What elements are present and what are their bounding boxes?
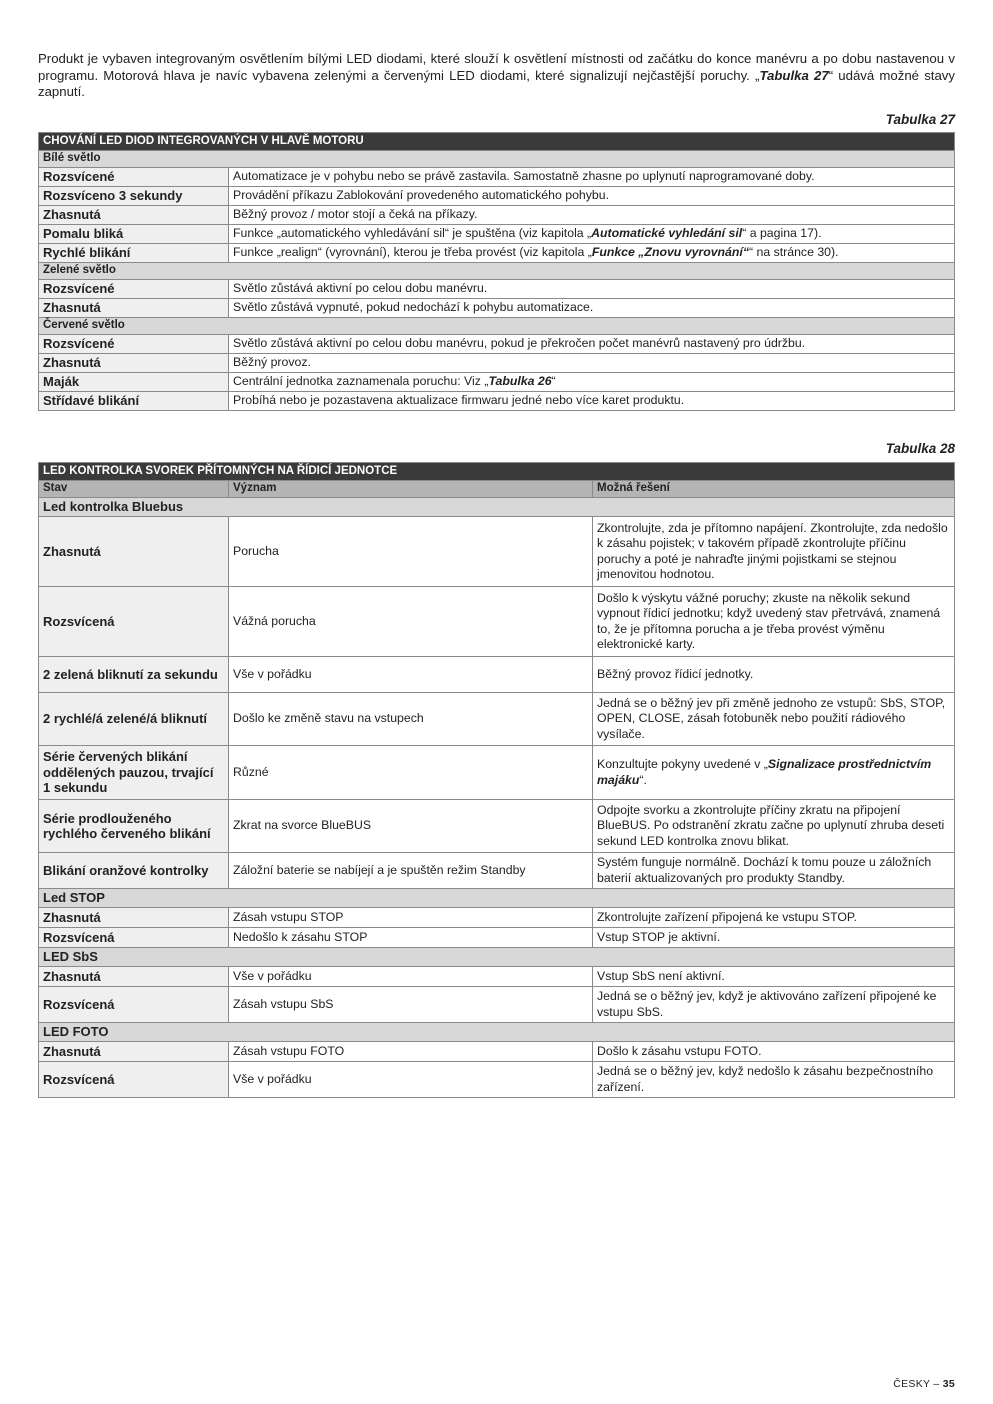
- chapter-ref: Automatické vyhledání sil: [591, 226, 743, 241]
- table28-title: LED KONTROLKA SVOREK PŘÍTOMNÝCH NA ŘÍDICÍ JEDNOTCE: [39, 463, 955, 481]
- row-stav: Zhasnutá: [39, 967, 229, 987]
- page-number: 35: [942, 1378, 955, 1390]
- table-row: [39, 908, 955, 928]
- table-row: [39, 853, 955, 889]
- chapter-ref: Signalizace prostřednictvím majáku: [597, 757, 932, 787]
- row-label: Maják: [39, 373, 229, 392]
- table-row: [39, 800, 955, 853]
- column-header-stav: Stav: [39, 481, 229, 498]
- table-row: [39, 168, 955, 187]
- row-label: Zhasnutá: [39, 354, 229, 373]
- table-row: [39, 206, 955, 225]
- row-label: Rozsvícené: [39, 280, 229, 299]
- row-text: Centrální jednotka zaznamenala poruchu: Viz „Tabulka 26“: [229, 373, 955, 392]
- intro-table-ref: Tabulka 27: [759, 67, 829, 83]
- row-text: Běžný provoz / motor stojí a čeká na příkazy.: [229, 206, 955, 225]
- section-led-foto: LED FOTO: [39, 1023, 955, 1042]
- column-header-reseni: Možná řešení: [593, 481, 955, 498]
- row-reseni: Systém funguje normálně. Dochází k tomu pouze u záložních baterií aktualizovaných pro produkty Standby.: [593, 853, 955, 889]
- table-row: [39, 373, 955, 392]
- table27-title: CHOVÁNÍ LED DIOD INTEGROVANÝCH V HLAVĚ MOTORU: [39, 133, 955, 151]
- row-label: Rychlé blikání: [39, 244, 229, 263]
- chapter-ref: Funkce „Znovu vyrovnání“: [591, 245, 749, 260]
- section-green-light: Zelené světlo: [39, 263, 955, 280]
- row-vyznam: Záložní baterie se nabíjejí a je spuštěn režim Standby: [229, 853, 593, 889]
- table-row: [39, 517, 955, 587]
- table-row: [39, 987, 955, 1023]
- row-text: Funkce „realign“ (vyrovnání), kterou je třeba provést (viz kapitola „Funkce „Znovu vyrovnání““ na stránce 30).: [229, 244, 955, 263]
- table-ref: Tabulka 26: [488, 374, 552, 389]
- table-row: [39, 244, 955, 263]
- row-reseni: Odpojte svorku a zkontrolujte příčiny zkratu na připojení BlueBUS. Po odstranění zkratu začne po uplynutí zhruba deseti sekund LED kontrolka znovu blikat.: [593, 800, 955, 853]
- table-row: [39, 1062, 955, 1098]
- table-row: [39, 354, 955, 373]
- row-vyznam: Došlo ke změně stavu na vstupech: [229, 693, 593, 746]
- row-label: Zhasnutá: [39, 206, 229, 225]
- row-reseni: Vstup STOP je aktivní.: [593, 928, 955, 948]
- row-vyznam: Nedošlo k zásahu STOP: [229, 928, 593, 948]
- table-row: [39, 746, 955, 800]
- row-reseni: Zkontrolujte, zda je přítomno napájení. Zkontrolujte, zda nedošlo k zásahu pojistek; v takovém případě zkontrolujte příčinu poruchy a poté je nahraďte jinými pojistkami se stejnou jmenovitou hodnotou.: [593, 517, 955, 587]
- row-stav: Rozsvícená: [39, 928, 229, 948]
- row-vyznam: Zásah vstupu STOP: [229, 908, 593, 928]
- row-reseni: Běžný provoz řídicí jednotky.: [593, 657, 955, 693]
- row-text: Automatizace je v pohybu nebo se právě zastavila. Samostatně zhasne po uplynutí naprogramované doby.: [229, 168, 955, 187]
- section-white-light: Bílé světlo: [39, 151, 955, 168]
- row-stav: 2 rychlé/á zelené/á bliknutí: [39, 693, 229, 746]
- row-text: Běžný provoz.: [229, 354, 955, 373]
- row-stav: Zhasnutá: [39, 908, 229, 928]
- row-reseni: Zkontrolujte zařízení připojená ke vstupu STOP.: [593, 908, 955, 928]
- row-vyznam: Vážná porucha: [229, 587, 593, 657]
- table-row: [39, 335, 955, 354]
- footer-language: ČESKY –: [893, 1378, 943, 1390]
- row-stav: Zhasnutá: [39, 517, 229, 587]
- row-vyznam: Vše v pořádku: [229, 657, 593, 693]
- row-stav: Rozsvícená: [39, 987, 229, 1023]
- section-red-light: Červené světlo: [39, 318, 955, 335]
- row-text: Provádění příkazu Zablokování provedeného automatického pohybu.: [229, 187, 955, 206]
- table-row: [39, 657, 955, 693]
- page-footer: [893, 1378, 955, 1390]
- row-text: Probíhá nebo je pozastavena aktualizace firmwaru jedné nebo více karet produktu.: [229, 392, 955, 411]
- row-reseni: Jedná se o běžný jev, když nedošlo k zásahu bezpečnostního zařízení.: [593, 1062, 955, 1098]
- row-stav: 2 zelená bliknutí za sekundu: [39, 657, 229, 693]
- row-reseni: Jedná se o běžný jev, když je aktivováno zařízení připojené ke vstupu SbS.: [593, 987, 955, 1023]
- row-stav: Rozsvícená: [39, 1062, 229, 1098]
- row-vyznam: Vše v pořádku: [229, 1062, 593, 1098]
- table-row: [39, 225, 955, 244]
- table28-caption: Tabulka 28: [885, 441, 955, 456]
- row-reseni: Jedná se o běžný jev při změně jednoho ze vstupů: SbS, STOP, OPEN, CLOSE, zásah fotobuněk nebo použití rádiového vysílače.: [593, 693, 955, 746]
- table27-caption: Tabulka 27: [885, 112, 955, 127]
- table-row: [39, 280, 955, 299]
- row-text: Světlo zůstává aktivní po celou dobu manévru, pokud je překročen počet manévrů nastavený pro údržbu.: [229, 335, 955, 354]
- row-stav: Blikání oranžové kontrolky: [39, 853, 229, 889]
- row-reseni: Došlo k výskytu vážné poruchy; zkuste na několik sekund vypnout řídicí jednotku; když uvedený stav přetrvává, znamená to, že je přítomna porucha a je třeba provést výměnu elektronické karty.: [593, 587, 955, 657]
- row-vyznam: Vše v pořádku: [229, 967, 593, 987]
- table-row: [39, 1042, 955, 1062]
- row-text: Světlo zůstává vypnuté, pokud nedochází k pohybu automatizace.: [229, 299, 955, 318]
- row-stav: Série červených blikání oddělených pauzou, trvající 1 sekundu: [39, 746, 229, 800]
- intro-paragraph: Produkt je vybaven integrovaným osvětlením bílými LED diodami, které slouží k osvětlení místnosti od začátku do konce manévru a po dobu nastavenou v programu. Motorová hlava je navíc vybavena zelenými a červenými LED diodami, které signalizují nejčastější poruchy. „Tabulka 27“ udává možné stavy zapnutí.: [38, 51, 955, 99]
- terminal-led-table: [38, 462, 955, 1098]
- table-row: [39, 693, 955, 746]
- row-label: Rozsvícené: [39, 335, 229, 354]
- table-row: [39, 928, 955, 948]
- table-row: [39, 299, 955, 318]
- row-label: Rozsvícené: [39, 168, 229, 187]
- table-row: [39, 187, 955, 206]
- row-text: Světlo zůstává aktivní po celou dobu manévru.: [229, 280, 955, 299]
- row-vyznam: Různé: [229, 746, 593, 800]
- led-behavior-table: [38, 132, 955, 411]
- row-reseni: Vstup SbS není aktivní.: [593, 967, 955, 987]
- table-row: [39, 587, 955, 657]
- row-reseni: Došlo k zásahu vstupu FOTO.: [593, 1042, 955, 1062]
- row-reseni: Konzultujte pokyny uvedené v „Signalizace prostřednictvím majáku“.: [593, 746, 955, 800]
- row-vyznam: Zásah vstupu SbS: [229, 987, 593, 1023]
- row-vyznam: Zásah vstupu FOTO: [229, 1042, 593, 1062]
- row-label: Pomalu bliká: [39, 225, 229, 244]
- row-label: Rozsvíceno 3 sekundy: [39, 187, 229, 206]
- row-stav: Série prodlouženého rychlého červeného blikání: [39, 800, 229, 853]
- row-label: Střídavé blikání: [39, 392, 229, 411]
- row-stav: Zhasnutá: [39, 1042, 229, 1062]
- row-vyznam: Zkrat na svorce BlueBUS: [229, 800, 593, 853]
- row-stav: Rozsvícená: [39, 587, 229, 657]
- section-led-sbs: LED SbS: [39, 948, 955, 967]
- row-vyznam: Porucha: [229, 517, 593, 587]
- column-header-vyznam: Význam: [229, 481, 593, 498]
- row-label: Zhasnutá: [39, 299, 229, 318]
- table-row: [39, 392, 955, 411]
- section-bluebus: Led kontrolka Bluebus: [39, 498, 955, 517]
- row-text: Funkce „automatického vyhledávání sil“ je spuštěna (viz kapitola „Automatické vyhledání sil“ a pagina 17).: [229, 225, 955, 244]
- section-led-stop: Led STOP: [39, 889, 955, 908]
- table-row: [39, 967, 955, 987]
